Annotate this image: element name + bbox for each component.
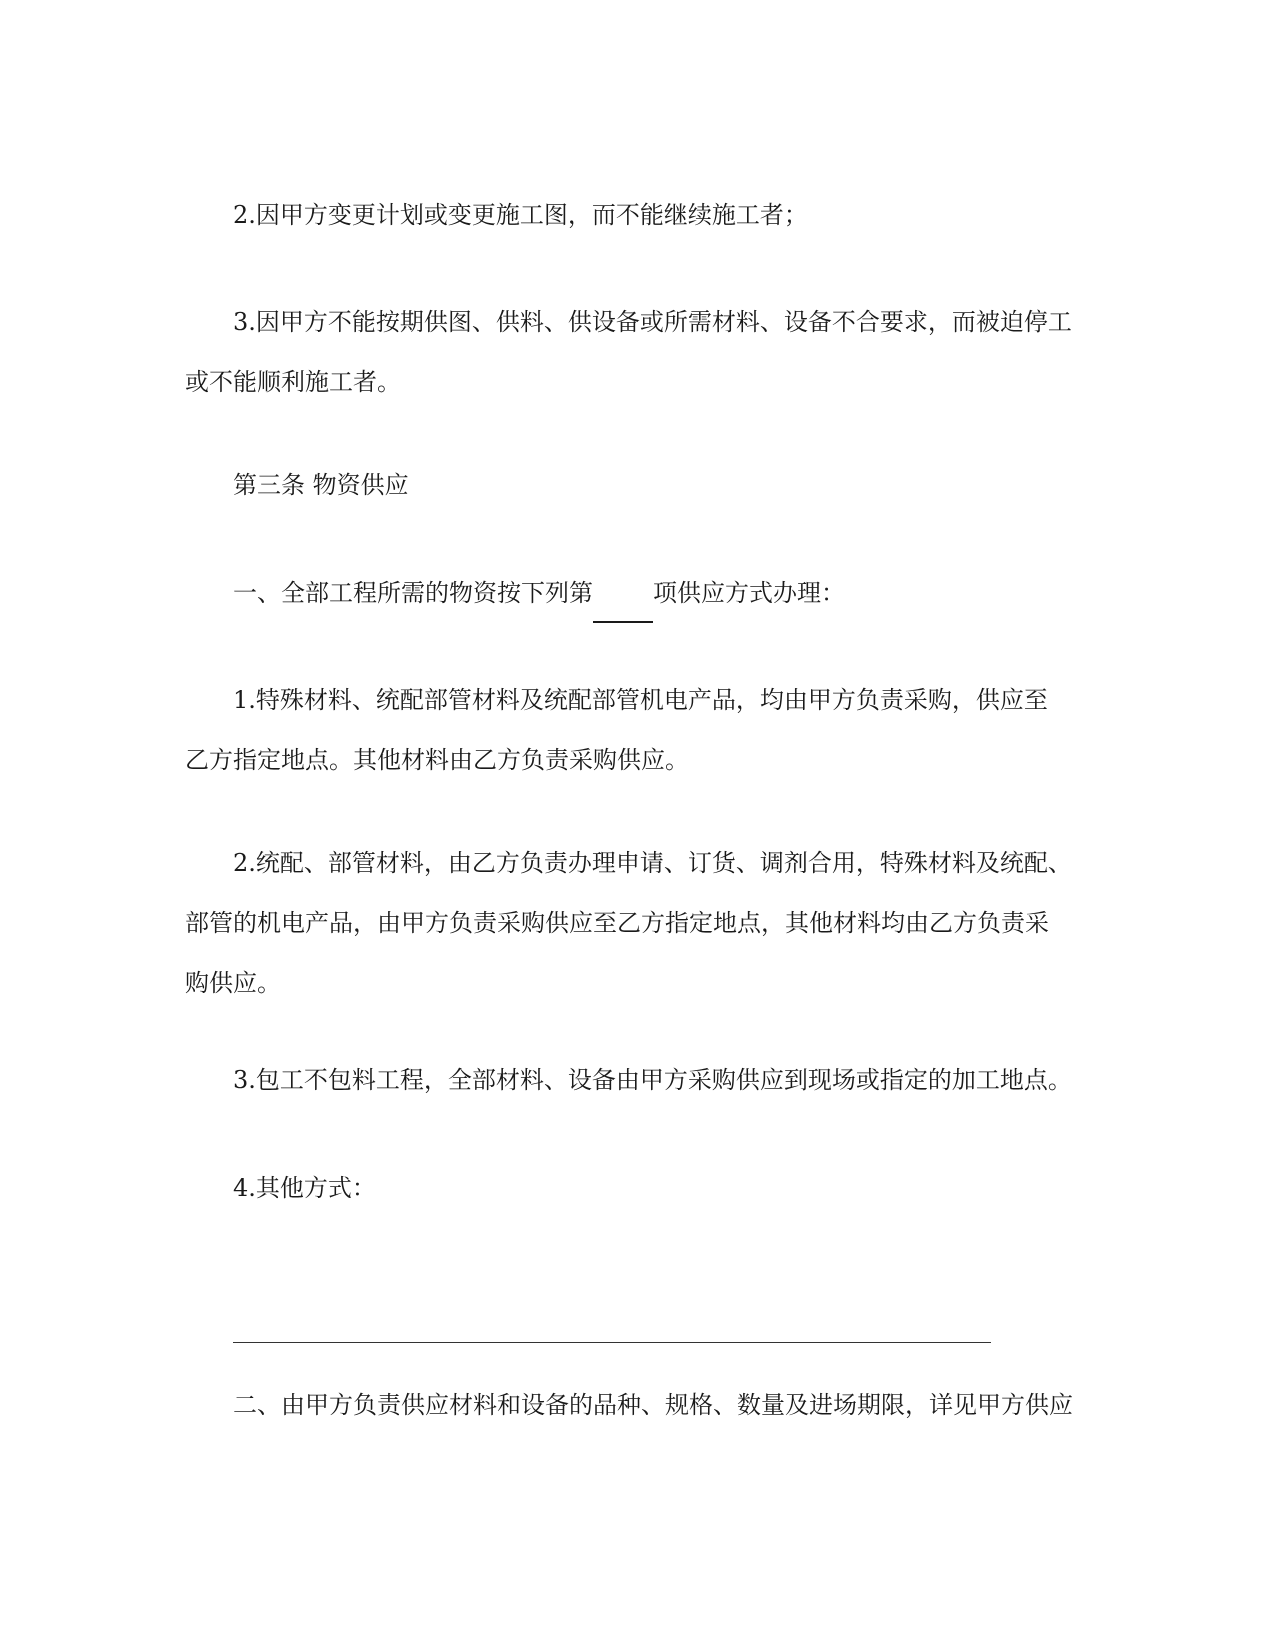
paragraph-supply-method: [185, 563, 1085, 623]
paragraph-line: 2.因甲方变更计划或变更施工图，而不能继续施工者；: [233, 201, 808, 229]
paragraph-line: 1.特殊材料、统配部管材料及统配部管机电产品，均由甲方负责采购，供应至: [233, 686, 1048, 714]
paragraph-line: 3.包工不包料工程，全部材料、设备由甲方采购供应到现场或指定的加工地点。: [233, 1066, 1072, 1094]
fill-in-blank: [593, 593, 653, 623]
paragraph-clause-3: [185, 292, 1085, 412]
paragraph-line: 3.因甲方不能按期供图、供料、供设备或所需材料、设备不合要求，而被迫停工: [233, 308, 1072, 336]
section-heading-text: 第三条 物资供应: [233, 471, 409, 499]
paragraph-option-4: [185, 1158, 1085, 1218]
paragraph-line: 购供应。: [185, 969, 281, 997]
paragraph-option-1: [185, 670, 1085, 790]
paragraph-text-after-blank: 项供应方式办理：: [653, 579, 845, 607]
paragraph-option-3: [185, 1050, 1085, 1110]
paragraph-line: 4.其他方式：: [233, 1174, 376, 1202]
paragraph-line: 部管的机电产品，由甲方负责采购供应至乙方指定地点，其他材料均由乙方负责采: [185, 909, 1049, 937]
paragraph-line: 或不能顺利施工者。: [185, 368, 401, 396]
fill-in-line: [233, 1342, 991, 1343]
paragraph-line: 二、由甲方负责供应材料和设备的品种、规格、数量及进场期限，详见甲方供应: [233, 1391, 1073, 1419]
paragraph-text-before-blank: 一、全部工程所需的物资按下列第: [233, 579, 593, 607]
paragraph-clause-2: [185, 185, 1085, 245]
paragraph-line: 2.统配、部管材料，由乙方负责办理申请、订货、调剂合用，特殊材料及统配、: [233, 849, 1072, 877]
paragraph-option-2: [185, 833, 1085, 1013]
section-heading-article-3: [185, 455, 1085, 515]
paragraph-line: 乙方指定地点。其他材料由乙方负责采购供应。: [185, 746, 689, 774]
paragraph-supply-details: [185, 1375, 1085, 1435]
